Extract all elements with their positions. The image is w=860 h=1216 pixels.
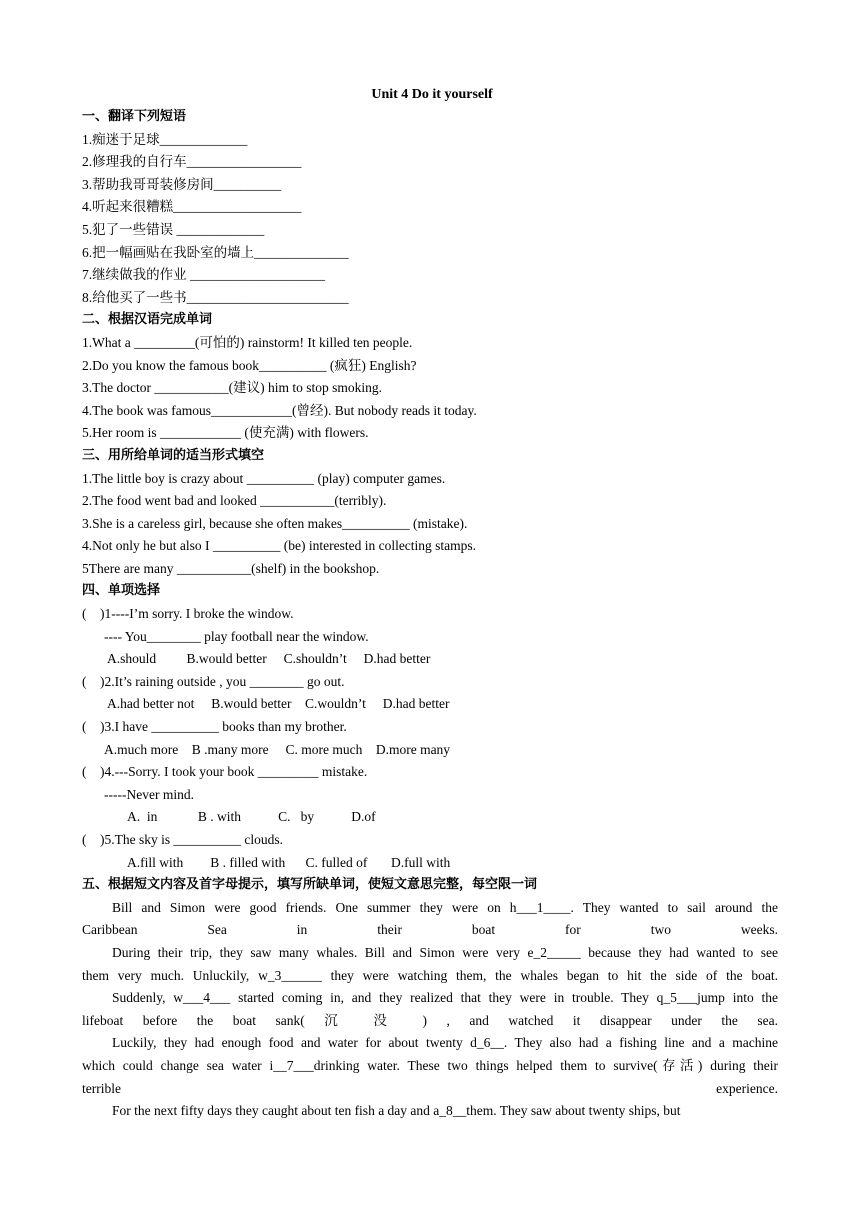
section3-item: 2.The food went bad and looked ___________(terribly). (82, 493, 387, 509)
section2-heading: 二、根据汉语完成单词 (82, 312, 213, 328)
section3-item: 4.Not only he but also I __________ (be) interested in collecting stamps. (82, 538, 477, 554)
passage-line: Luckily, they had enough food and water for about twenty d_6__. They also had a fishing line and a machine (112, 1035, 778, 1051)
section3-heading: 三、用所给单词的适当形式填空 (82, 447, 265, 463)
section4-heading: 四、单项选择 (82, 583, 161, 599)
section3-item: 5There are many ___________(shelf) in the bookshop. (82, 560, 380, 576)
section3-item: 1.The little boy is crazy about __________ (play) computer games. (82, 470, 446, 486)
mc-question: ( )2.It’s raining outside , you ________ go out. (82, 673, 345, 689)
section1-heading: 一、翻译下列短语 (82, 109, 187, 124)
section1-item: 2.修理我的自行车_________________ (82, 154, 302, 170)
passage-line: Suddenly, w___4___ started coming in, and they realized that they were in trouble. They q_5___jump into the (112, 990, 778, 1006)
passage-line: them very much. Unluckily, w_3______ they were watching them, the whales began to hit the side of the boat. (82, 967, 778, 983)
section1-item: 3.帮助我哥哥装修房间__________ (82, 176, 282, 192)
section5-heading: 五、根据短文内容及首字母提示，填写所缺单词，使短文意思完整，每空限一词 (82, 877, 538, 893)
mc-options: A.much more B .many more C. more much D.more many (104, 741, 451, 757)
section1-item: 8.给他买了一些书________________________ (82, 289, 349, 305)
section1-item: 4.听起来很糟糕___________________ (82, 199, 302, 215)
passage-line: Caribbean Sea in their boat for two weeks. (82, 922, 778, 938)
mc-question-line: -----Never mind. (104, 786, 194, 802)
mc-question-line: ---- You________ play football near the window. (104, 628, 369, 644)
mc-question: ( )5.The sky is __________ clouds. (82, 832, 283, 847)
mc-question: ( )4.---Sorry. I took your book _________ mistake. (82, 764, 368, 780)
passage-line: terrible experience. (82, 1080, 778, 1096)
section1-item: 7.继续做我的作业 ____________________ (82, 267, 325, 283)
section2-item: 3.The doctor ___________(建议) him to stop smoking. (82, 380, 382, 396)
mc-question: ( )1----I’m sorry. I broke the window. (82, 606, 294, 622)
mc-options: A. in B . with C. by D.of (127, 809, 376, 825)
passage-line: During their trip, they saw many whales. Bill and Simon were very e_2_____ because they had wanted to see (112, 944, 778, 960)
passage-line: For the next fifty days they caught about ten fish a day and a_8__them. They saw about twenty ships, but (112, 1103, 681, 1119)
section1-item: 6.把一幅画贴在我卧室的墙上______________ (82, 244, 349, 260)
passage-line: which could change sea water i__7___drinking water. These two things helped them to survive(存活) during their (82, 1057, 778, 1073)
section1-item: 1.痴迷于足球_____________ (82, 131, 248, 147)
mc-options: A.fill with B . filled with C. fulled of D.full with (127, 854, 451, 870)
mc-options: A.should B.would better C.shouldn’t D.had better (107, 651, 431, 667)
mc-question: ( )3.I have __________ books than my brother. (82, 719, 347, 735)
section3-item: 3.She is a careless girl, because she often makes__________ (mistake). (82, 515, 468, 531)
section2-item: 5.Her room is ____________ (使充满) with flowers. (82, 425, 369, 441)
passage-line: Bill and Simon were good friends. One summer they were on h___1____. They wanted to sail around the (112, 899, 778, 915)
section2-item: 4.The book was famous____________(曾经). But nobody reads it today. (82, 402, 477, 418)
passage-line: lifeboat before the boat sank( 沉 没 ) , and watched it disappear under the sea. (82, 1012, 778, 1028)
section2-item: 1.What a _________(可怕的) rainstorm! It killed ten people. (82, 334, 413, 350)
section2-item: 2.Do you know the famous book__________ (疯狂) English? (82, 357, 417, 373)
mc-options: A.had better not B.would better C.wouldn’t D.had better (107, 696, 450, 712)
section1-item: 5.犯了一些错误 _____________ (82, 221, 265, 237)
worksheet-title: Unit 4 Do it yourself (371, 87, 493, 102)
worksheet-page (82, 84, 778, 1123)
